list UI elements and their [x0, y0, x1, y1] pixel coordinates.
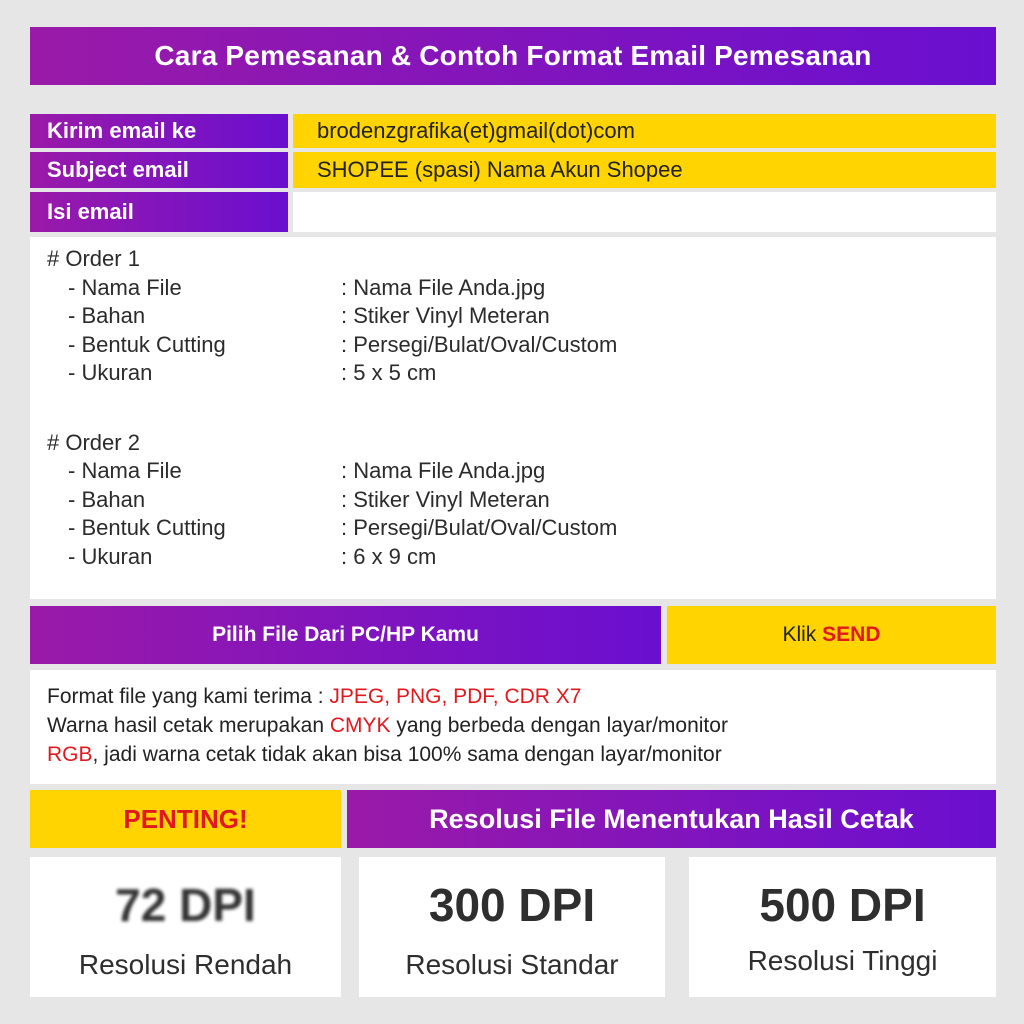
order-block-2	[47, 429, 996, 572]
order-row	[47, 543, 996, 572]
cmyk-highlight: CMYK	[329, 714, 391, 737]
order-row-key: - Nama File	[68, 458, 182, 483]
order-title: # Order 2	[47, 429, 140, 455]
order-row-value: : Persegi/Bulat/Oval/Custom	[341, 515, 618, 540]
info-text: Format file yang kami terima :	[47, 685, 330, 708]
dpi-value: 500 DPI	[759, 879, 926, 931]
dpi-value: 300 DPI	[428, 879, 596, 931]
order-row-value: : Persegi/Bulat/Oval/Custom	[341, 331, 618, 357]
order-row-key: - Ukuran	[68, 360, 153, 385]
order-row-value: : 6 x 9 cm	[341, 543, 437, 569]
rgb-highlight: RGB	[47, 743, 93, 766]
order-block-1	[47, 245, 996, 388]
order-row-key: - Bahan	[68, 486, 146, 512]
email-body-example	[30, 237, 996, 599]
dpi-description: Resolusi Rendah	[78, 949, 293, 980]
resolution-card-72	[30, 857, 341, 997]
order-spacer	[47, 388, 996, 429]
dpi-description: Resolusi Tinggi	[747, 945, 938, 976]
order-row-key: - Bahan	[68, 303, 146, 328]
order-row	[47, 486, 996, 515]
field-value-email-address: brodenzgrafika(et)gmail(dot)com	[293, 114, 996, 148]
order-row-key: - Ukuran	[68, 543, 153, 569]
order-row-value: : Stiker Vinyl Meteran	[341, 303, 550, 328]
order-row-value: : Nama File Anda.jpg	[341, 458, 546, 483]
info-text: Warna hasil cetak merupakan	[47, 714, 330, 737]
order-row	[47, 457, 996, 486]
order-row	[47, 514, 996, 543]
page-title: Cara Pemesanan & Contoh Format Email Pemesanan	[30, 27, 996, 85]
send-label: SEND	[822, 623, 881, 646]
send-step	[667, 606, 996, 664]
order-row	[47, 274, 996, 303]
accepted-formats: JPEG, PNG, PDF, CDR X7	[329, 685, 582, 708]
order-title: # Order 1	[47, 246, 140, 271]
send-prefix: Klik	[782, 623, 823, 646]
info-line-rgb	[47, 740, 996, 769]
dpi-value: 72 DPI	[115, 879, 256, 931]
order-row	[47, 359, 996, 388]
info-line-cmyk	[47, 711, 996, 740]
order-row-key: - Bentuk Cutting	[68, 331, 226, 357]
field-value-subject: SHOPEE (spasi) Nama Akun Shopee	[293, 152, 996, 188]
field-value-isi-email	[293, 192, 996, 232]
field-label-isi-email: Isi email	[30, 192, 288, 232]
order-row-key: - Nama File	[68, 274, 182, 300]
dpi-description: Resolusi Standar	[405, 949, 619, 980]
choose-file-step: Pilih File Dari PC/HP Kamu	[30, 606, 661, 664]
order-row-value: : Nama File Anda.jpg	[341, 274, 546, 300]
order-row	[47, 302, 996, 331]
resolution-card-500	[689, 857, 996, 997]
important-badge: PENTING!	[30, 790, 341, 848]
info-notes	[30, 670, 996, 784]
field-label-kirim-email: Kirim email ke	[30, 114, 288, 148]
info-line-formats	[47, 682, 996, 711]
field-label-subject-email: Subject email	[30, 152, 288, 188]
resolution-card-300	[359, 857, 665, 997]
order-row-value: : 5 x 5 cm	[341, 360, 437, 385]
info-text: , jadi warna cetak tidak akan bisa 100% sama dengan layar/monitor	[92, 743, 722, 766]
resolution-banner: Resolusi File Menentukan Hasil Cetak	[347, 790, 996, 848]
order-row-key: - Bentuk Cutting	[68, 515, 226, 540]
info-text: yang berbeda dengan layar/monitor	[390, 714, 728, 737]
order-row	[47, 331, 996, 360]
order-row-value: : Stiker Vinyl Meteran	[341, 486, 550, 512]
